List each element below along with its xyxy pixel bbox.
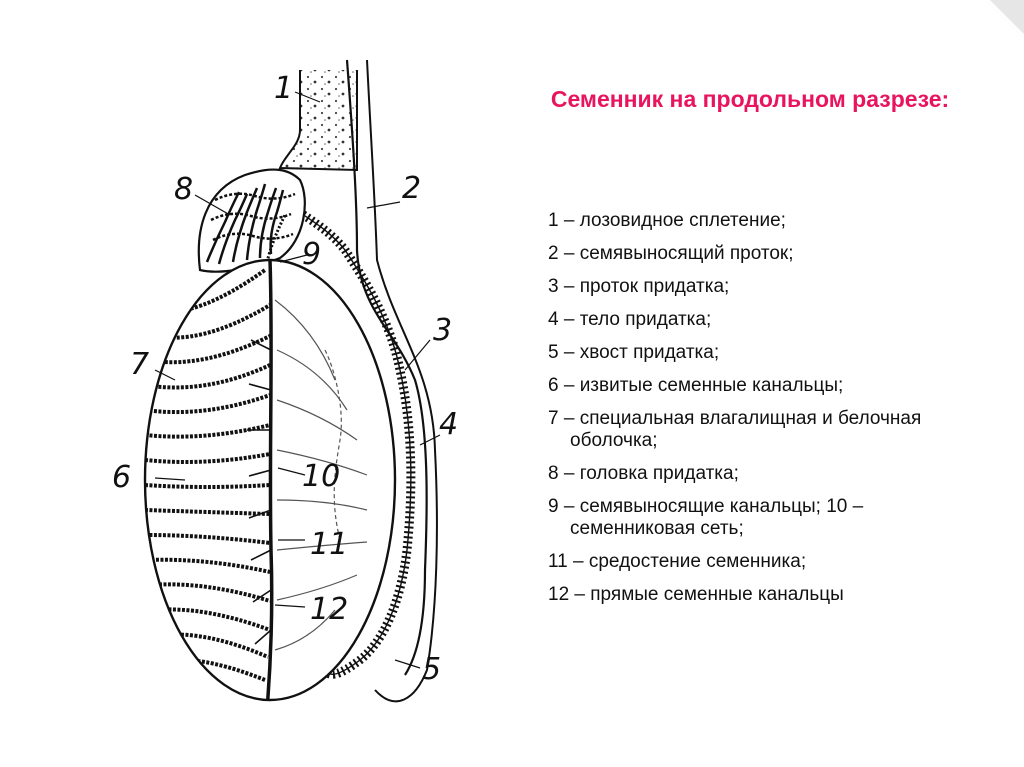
callout-10: 10 bbox=[302, 459, 341, 494]
callout-11: 11 bbox=[310, 527, 349, 562]
callout-7: 7 bbox=[130, 347, 150, 382]
legend-item: 8 – головка придатка; bbox=[548, 463, 739, 484]
legend-item: 6 – извитые семенные канальцы; bbox=[548, 375, 844, 396]
legend-item: 2 – семявыносящий проток; bbox=[548, 243, 794, 264]
legend-item: 1 – лозовидное сплетение; bbox=[548, 210, 786, 231]
legend-item: 3 – проток придатка; bbox=[548, 276, 730, 297]
legend-item: 5 – хвост придатка; bbox=[548, 342, 720, 363]
callout-3: 3 bbox=[433, 313, 453, 348]
callout-4: 4 bbox=[439, 407, 459, 442]
callout-12: 12 bbox=[310, 592, 349, 627]
legend-item: 4 – тело придатка; bbox=[548, 309, 712, 330]
legend-item: 7 – специальная влагалищная и белочная оболочка; bbox=[548, 408, 922, 451]
callout-2: 2 bbox=[402, 171, 422, 206]
legend-item: 9 – семявыносящие канальцы; 10 – семенниковая сеть; bbox=[548, 496, 864, 539]
testis-diagram bbox=[95, 50, 575, 760]
callout-1: 1 bbox=[274, 71, 294, 106]
page-corner-fold bbox=[990, 0, 1024, 34]
callout-5: 5 bbox=[422, 652, 442, 687]
legend-item: 12 – прямые семенные канальцы bbox=[548, 584, 844, 605]
legend-item: 11 – средостение семенника; bbox=[548, 551, 807, 572]
epididymis-head bbox=[199, 170, 305, 272]
legend-list bbox=[548, 210, 988, 617]
slide-title: Семенник на продольном разрезе: bbox=[550, 86, 950, 112]
callout-9: 9 bbox=[302, 237, 322, 272]
callout-6: 6 bbox=[112, 460, 132, 495]
callout-8: 8 bbox=[174, 172, 194, 207]
testis-diagram-svg bbox=[95, 50, 575, 760]
